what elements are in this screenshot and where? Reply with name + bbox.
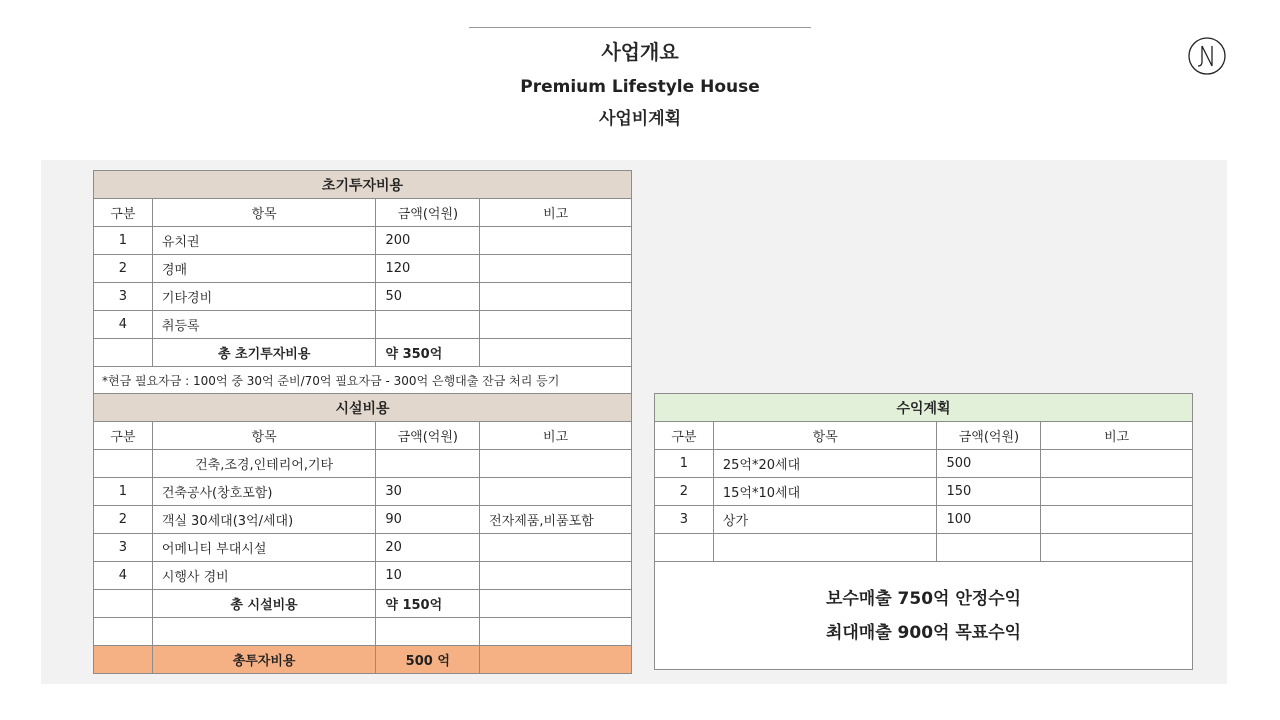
empty-cell xyxy=(480,339,632,367)
initial-total-amount: 약 350억 xyxy=(376,339,480,367)
row-note xyxy=(1041,478,1193,506)
table-row xyxy=(94,506,632,534)
row-amount: 90 xyxy=(376,506,480,534)
row-note xyxy=(1041,450,1193,478)
row-number: 2 xyxy=(655,478,714,506)
revenue-table-title: 수익계획 xyxy=(655,394,1193,422)
table-title-row xyxy=(655,394,1193,422)
table-row xyxy=(94,283,632,311)
column-header: 비고 xyxy=(480,199,632,227)
page-title: 사업개요 xyxy=(601,40,679,64)
title-divider xyxy=(469,27,811,28)
row-item: 어메니티 부대시설 xyxy=(152,534,376,562)
row-number: 4 xyxy=(94,562,153,590)
row-number: 3 xyxy=(655,506,714,534)
empty-cell xyxy=(937,534,1041,562)
row-amount: 120 xyxy=(376,255,480,283)
empty-cell xyxy=(480,590,632,618)
initial-total-label: 총 초기투자비용 xyxy=(152,339,376,367)
facility-total-amount: 약 150억 xyxy=(376,590,480,618)
row-note xyxy=(480,255,632,283)
row-amount: 100 xyxy=(937,506,1041,534)
row-note xyxy=(480,283,632,311)
section-title: 사업비계획 xyxy=(598,109,682,129)
empty-cell xyxy=(94,339,153,367)
row-number: 1 xyxy=(94,227,153,255)
row-amount: 150 xyxy=(937,478,1041,506)
row-number: 1 xyxy=(94,478,153,506)
row-item: 유치권 xyxy=(152,227,376,255)
maximum-revenue: 최대매출 900억 목표수익 xyxy=(825,622,1022,643)
row-note xyxy=(1041,506,1193,534)
facility-cost-table xyxy=(93,393,632,674)
column-header: 비고 xyxy=(480,422,632,450)
empty-cell xyxy=(94,646,153,674)
row-note xyxy=(480,311,632,339)
column-header: 구분 xyxy=(94,199,153,227)
row-note xyxy=(480,534,632,562)
row-amount: 50 xyxy=(376,283,480,311)
row-amount xyxy=(376,311,480,339)
row-number: 3 xyxy=(94,534,153,562)
row-number: 2 xyxy=(94,255,153,283)
empty-cell xyxy=(376,450,480,478)
grand-total-amount: 500 억 xyxy=(376,646,480,674)
total-row xyxy=(94,590,632,618)
jn-logo-icon xyxy=(1188,37,1226,75)
blank-row xyxy=(655,534,1193,562)
empty-cell xyxy=(655,534,714,562)
row-number: 3 xyxy=(94,283,153,311)
row-item: 15억*10세대 xyxy=(713,478,937,506)
empty-cell xyxy=(94,450,153,478)
column-header: 항목 xyxy=(713,422,937,450)
row-amount: 500 xyxy=(937,450,1041,478)
funding-footnote: *현금 필요자금 : 100억 중 30억 준비/70억 필요자금 - 300억 은행대출 잔금 처리 등기 xyxy=(94,367,632,395)
row-item: 경매 xyxy=(152,255,376,283)
conservative-revenue: 보수매출 750억 안정수익 xyxy=(825,588,1022,609)
row-item: 25억*20세대 xyxy=(713,450,937,478)
column-header: 구분 xyxy=(655,422,714,450)
initial-table-title: 초기투자비용 xyxy=(94,171,632,199)
category-row xyxy=(94,450,632,478)
table-row xyxy=(94,227,632,255)
row-item: 상가 xyxy=(713,506,937,534)
table-row xyxy=(655,450,1193,478)
blank-row xyxy=(94,618,632,646)
row-number: 2 xyxy=(94,506,153,534)
table-header-row xyxy=(94,199,632,227)
row-amount: 30 xyxy=(376,478,480,506)
empty-cell xyxy=(94,590,153,618)
column-header: 비고 xyxy=(1041,422,1193,450)
empty-cell xyxy=(480,646,632,674)
row-amount: 200 xyxy=(376,227,480,255)
summary-row xyxy=(655,562,1193,670)
table-header-row xyxy=(655,422,1193,450)
revenue-summary xyxy=(655,562,1193,670)
table-title-row xyxy=(94,394,632,422)
row-item: 기타경비 xyxy=(152,283,376,311)
table-title-row xyxy=(94,171,632,199)
initial-investment-table xyxy=(93,170,632,395)
table-row xyxy=(94,255,632,283)
total-row xyxy=(94,339,632,367)
row-note xyxy=(480,478,632,506)
table-row xyxy=(94,311,632,339)
row-note: 전자제품,비품포함 xyxy=(480,506,632,534)
empty-cell xyxy=(1041,534,1193,562)
row-item: 건축공사(창호포함) xyxy=(152,478,376,506)
empty-cell xyxy=(376,618,480,646)
revenue-plan-table xyxy=(654,393,1193,670)
row-number: 1 xyxy=(655,450,714,478)
column-header: 금액(억원) xyxy=(937,422,1041,450)
row-amount: 20 xyxy=(376,534,480,562)
column-header: 금액(억원) xyxy=(376,422,480,450)
column-header: 항목 xyxy=(152,422,376,450)
facility-table-title: 시설비용 xyxy=(94,394,632,422)
table-header-row xyxy=(94,422,632,450)
row-note xyxy=(480,562,632,590)
table-row xyxy=(94,562,632,590)
table-row xyxy=(655,478,1193,506)
empty-cell xyxy=(94,618,153,646)
row-item: 객실 30세대(3억/세대) xyxy=(152,506,376,534)
row-item: 시행사 경비 xyxy=(152,562,376,590)
facility-total-label: 총 시설비용 xyxy=(152,590,376,618)
row-number: 4 xyxy=(94,311,153,339)
row-item: 취등록 xyxy=(152,311,376,339)
column-header: 항목 xyxy=(152,199,376,227)
empty-cell xyxy=(480,618,632,646)
page-subtitle: Premium Lifestyle House xyxy=(520,77,760,97)
grand-total-row xyxy=(94,646,632,674)
grand-total-label: 총투자비용 xyxy=(152,646,376,674)
table-row xyxy=(94,478,632,506)
empty-cell xyxy=(152,618,376,646)
footnote-row xyxy=(94,367,632,395)
column-header: 구분 xyxy=(94,422,153,450)
facility-category: 건축,조경,인테리어,기타 xyxy=(152,450,376,478)
row-amount: 10 xyxy=(376,562,480,590)
empty-cell xyxy=(713,534,937,562)
table-row xyxy=(655,506,1193,534)
table-row xyxy=(94,534,632,562)
empty-cell xyxy=(480,450,632,478)
row-note xyxy=(480,227,632,255)
column-header: 금액(억원) xyxy=(376,199,480,227)
